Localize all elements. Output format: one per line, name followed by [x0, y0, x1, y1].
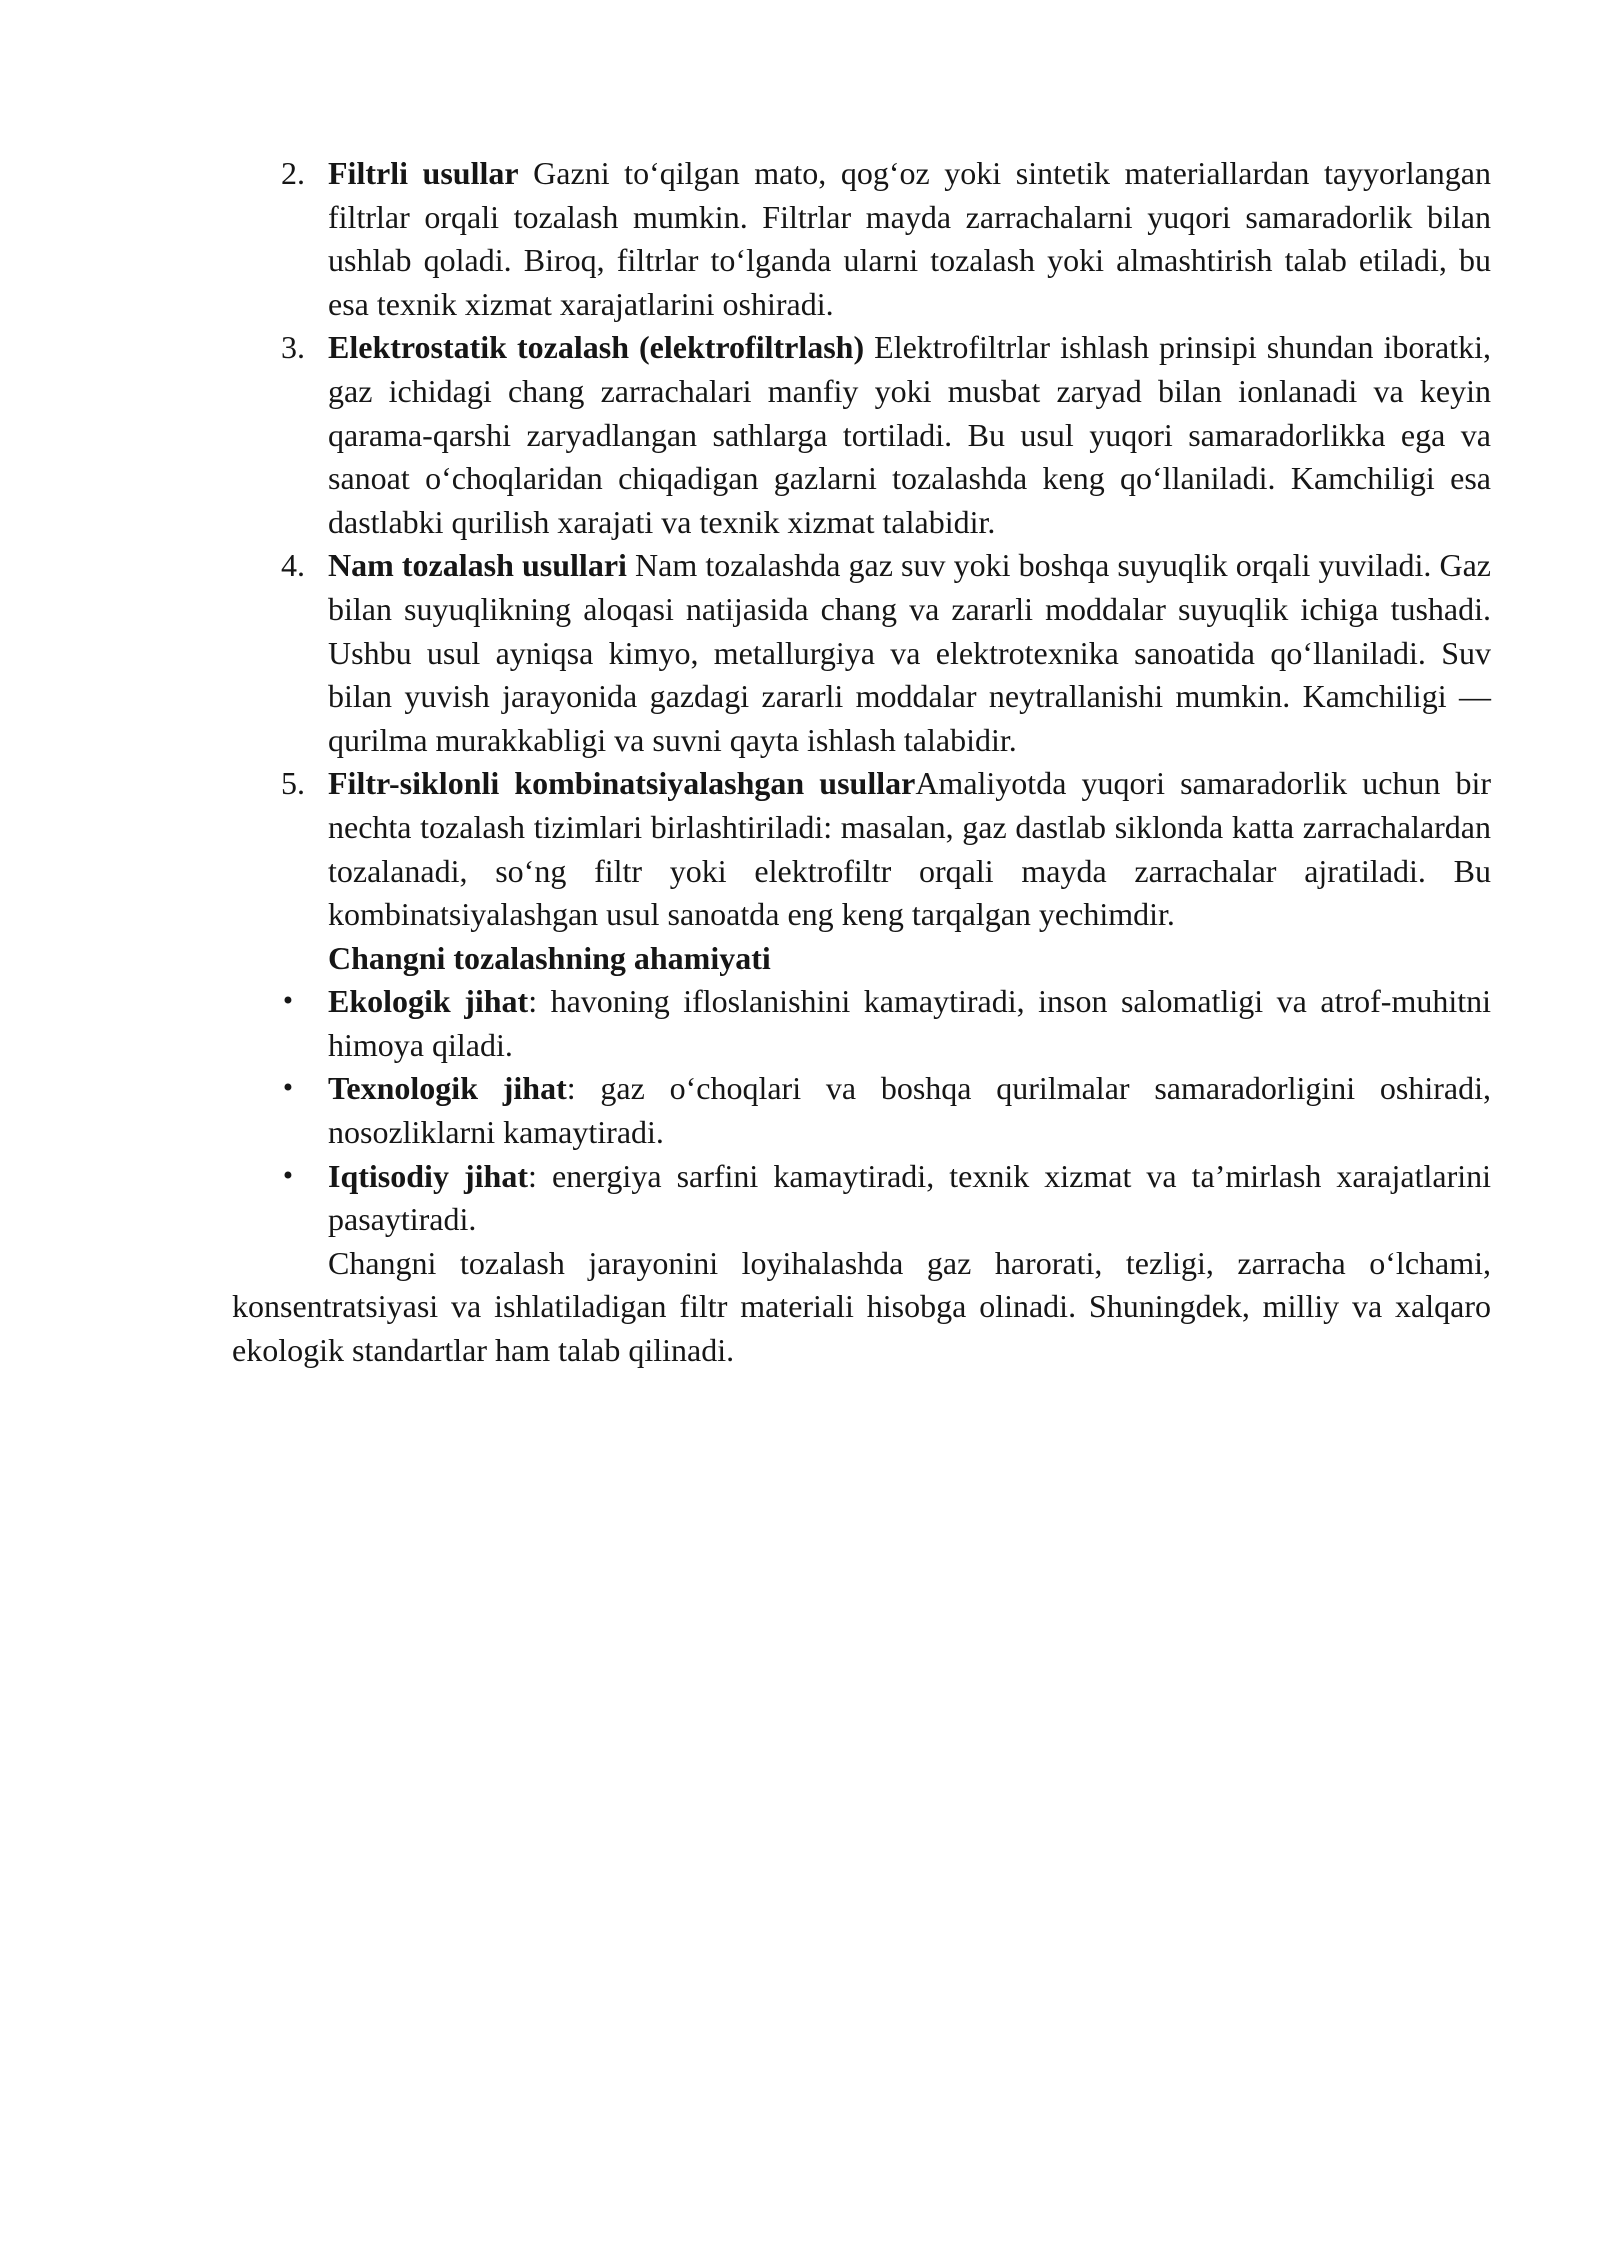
bullet-item-ekologik: [232, 980, 1491, 1067]
document-page: [232, 152, 1491, 1373]
bullet-item-text: : energiya sarfini kamaytiradi, texnik xizmat va ta’mirlash xarajatlarini pasaytiradi.: [328, 1157, 1492, 1238]
bullet-item-title: Iqtisodiy jihat: [328, 1157, 528, 1194]
list-item-title: Filtrli usullar: [328, 155, 519, 191]
list-item-nam-tozalash: [232, 544, 1491, 762]
list-item-title: Nam tozalash usullari: [328, 547, 627, 584]
list-number: 4.: [281, 547, 305, 584]
list-number: 2.: [281, 155, 305, 191]
list-item-text: Amaliyotda yuqori samaradorlik uchun bir nechta tozalash tizimlari birlashtiriladi: masalan, gaz dastlab siklonda katta zarrachalardan tozalanadi, so‘ng filtr yoki elektrofiltr orqali mayda zarrachalar ajratiladi. Bu kombinatsiyalashgan usul sanoatda eng keng tarqalgan yechimdir.: [328, 765, 1492, 933]
list-item-elektrostatik-tozalash: [232, 326, 1491, 544]
bullet-item-text: : havoning ifloslanishini kamaytiradi, inson salomatligi va atrof-muhitni himoya qiladi.: [328, 983, 1492, 1063]
list-item-title: Filtr-siklonli kombinatsiyalashgan usullar: [328, 765, 916, 802]
conclusion-paragraph: Changni tozalash jarayonini loyihalashda gaz harorati, tezligi, zarracha o‘lchami, konsentratsiyasi va ishlatiladigan filtr materiali hisobga olinadi. Shuningdek, milliy va xalqaro ekologik standartlar ham talab qilinadi.: [232, 1244, 1491, 1369]
list-number: 3.: [281, 329, 305, 366]
list-item-title: Elektrostatik tozalash (elektrofiltrlash): [328, 329, 865, 366]
bullet-icon: •: [280, 987, 296, 1016]
section-heading: Changni tozalashning ahamiyati: [328, 939, 771, 976]
bullet-item-text: : gaz o‘choqlari va boshqa qurilmalar samaradorligini oshiradi, nosozliklarni kamaytiradi.: [328, 1070, 1492, 1151]
bullet-item-title: Ekologik jihat: [328, 983, 529, 1020]
list-item-text: Nam tozalashda gaz suv yoki boshqa suyuqlik orqali yuviladi. Gaz bilan suyuqlikning aloqasi natijasida chang va zararli moddalar suyuqlik ichiga tushadi. Ushbu usul ayniqsa kimyo, metallurgiya va elektrotexnika sanoatida qo‘llaniladi. Suv bilan yuvish jarayonida gazdagi zararli moddalar neytrallanishi mumkin. Kamchiligi — qurilma murakkabligi va suvni qayta ishlash talabidir.: [328, 547, 1492, 758]
bullet-item-title: Texnologik jihat: [328, 1070, 567, 1107]
bullet-item-texnologik: [232, 1067, 1491, 1154]
list-number: 5.: [281, 765, 305, 802]
bullet-icon: •: [280, 1074, 296, 1103]
bullet-icon: •: [280, 1161, 296, 1190]
list-item-text: Gazni to‘qilgan mato, qog‘oz yoki sintetik materiallardan tayyorlangan filtrlar orqali tozalash mumkin. Filtrlar mayda zarrachalarni yuqori samaradorlik bilan ushlab qoladi. Biroq, filtrlar to‘lganda ularni tozalash yoki almashtirish talab etiladi, bu esa texnik xizmat xarajatlarini oshiradi.: [328, 155, 1492, 322]
list-item-filtrli-usullar: [232, 152, 1491, 326]
list-item-filtr-siklonli: [232, 762, 1491, 936]
bullet-item-iqtisodiy: [232, 1155, 1491, 1242]
list-item-text: Elektrofiltrlar ishlash prinsipi shundan iboratki, gaz ichidagi chang zarrachalari manfiy yoki musbat zaryad bilan ionlanadi va keyin qarama-qarshi zaryadlangan sathlarga tortiladi. Bu usul yuqori samaradorlikka ega va sanoat o‘choqlaridan chiqadigan gazlarni tozalashda keng qo‘llaniladi. Kamchiligi esa dastlabki qurilish xarajati va texnik xizmat talabidir.: [328, 329, 1492, 540]
